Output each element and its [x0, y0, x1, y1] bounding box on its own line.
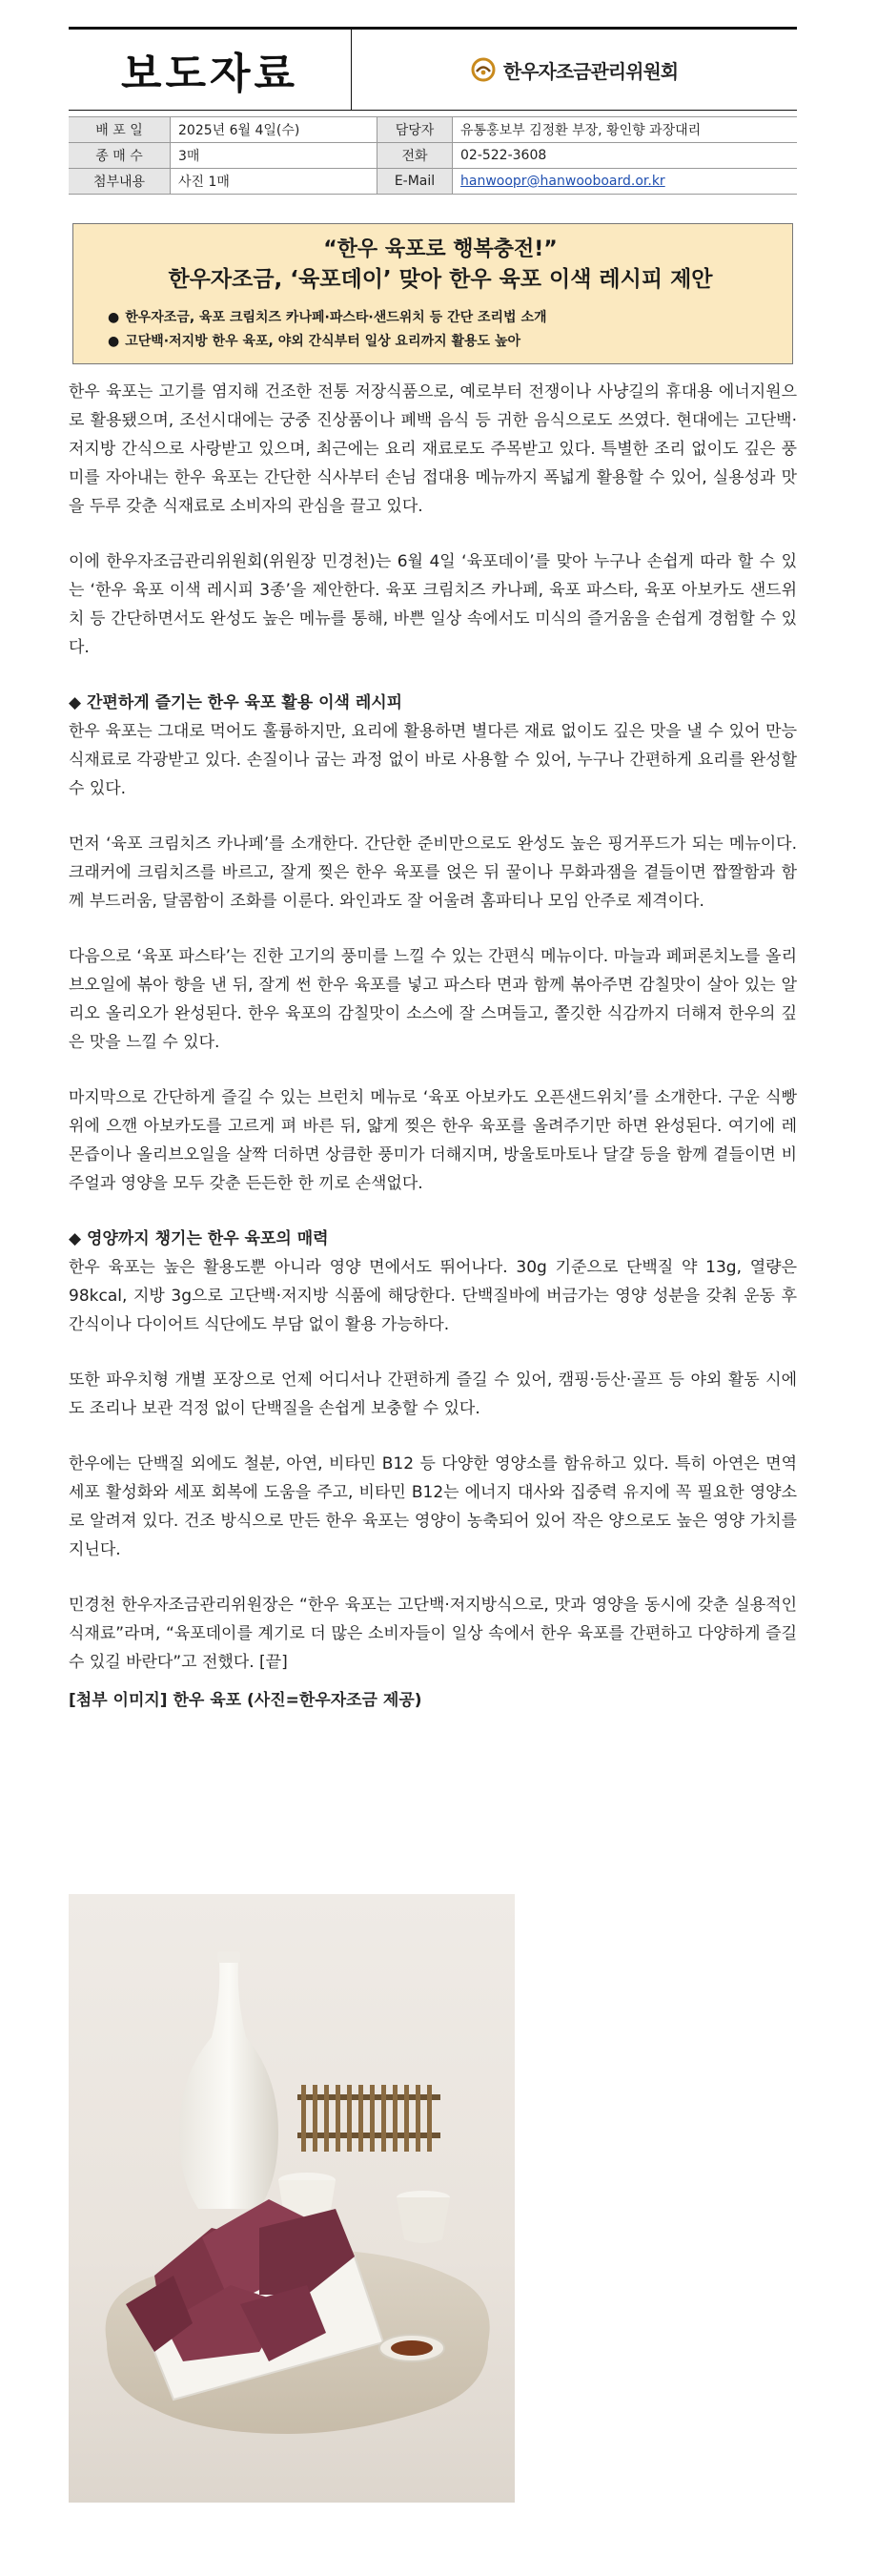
info-label: 전화	[377, 143, 453, 169]
headline-quote: “한우 육포로 행복충전!”	[323, 237, 558, 261]
headline-title: 한우자조금, ‘육포데이’ 맞아 한우 육포 이색 레시피 제안	[168, 267, 713, 292]
paragraph: 한우에는 단백질 외에도 철분, 아연, 비타민 B12 등 다양한 영양소를 함유하고 있다. 특히 아연은 면역세포 활성화와 세포 회복에 도움을 주고, 비타민 B12는 에너지 대사와 집중력 유지에 꼭 필요한 영양소로 알려져 있다. 건조 방식으로 만든 한우 육포는 영양이 농축되어 있어 작은 양으로도 높은 영양 가치를 지닌다.	[69, 1454, 797, 1559]
bamboo-stand	[297, 2085, 440, 2152]
info-label: 담당자	[377, 117, 453, 143]
paragraph: 마지막으로 간단하게 즐길 수 있는 브런치 메뉴로 ‘육포 아보카도 오픈샌드위치’를 소개한다. 구운 식빵 위에 으깬 아보카도를 고르게 펴 바른 뒤, 얇게 찢은 한우 육포를 올려주기만 하면 완성된다. 여기에 레몬즙이나 올리브오일을 살짝 더하면 상큼한 풍미가 더해지며, 방울토마토나 달걀 등을 함께 곁들이면 비주얼과 영양을 모두 갖춘 든든한 한 끼로 손색없다.	[69, 1088, 797, 1193]
paragraph: 먼저 ‘육포 크림치즈 카나페’를 소개한다. 간단한 준비만으로도 완성도 높은 핑거푸드가 되는 메뉴이다. 크래커에 크림치즈를 바르고, 잘게 찢은 한우 육포를 얹은 뒤 꿀이나 무화과잼을 곁들이면 짭짤함과 함께 부드러움, 달콤함이 조화를 이룬다. 와인과도 잘 어울려 홈파티나 모임 안주로 제격이다.	[69, 835, 797, 911]
info-row-date	[69, 117, 797, 143]
info-table	[69, 116, 797, 195]
info-label: 종 매 수	[69, 143, 171, 169]
attachment-caption: [첨부 이미지] 한우 육포 (사진=한우자조금 제공)	[69, 1691, 422, 1710]
info-value: 유통홍보부 김정환 부장, 황인향 과장대리	[453, 117, 798, 143]
jerky-photo-illustration	[69, 1894, 515, 2503]
section-heading: ◆ 간편하게 즐기는 한우 육포 활용 이색 레시피	[69, 693, 403, 712]
cup	[397, 2197, 450, 2243]
info-value: 02-522-3608	[453, 143, 798, 169]
bullet-icon: ●	[108, 334, 120, 349]
info-row-attachment	[69, 169, 797, 195]
organization-name: 한우자조금관리위원회	[502, 59, 679, 83]
hanwoo-jerky-photo	[69, 1894, 515, 2503]
info-value	[453, 169, 798, 195]
bullet-icon: ●	[108, 310, 120, 325]
info-value: 2025년 6월 4일(수)	[171, 117, 377, 143]
info-value: 3매	[171, 143, 377, 169]
document-title: 보도자료	[69, 30, 352, 110]
info-label: E-Mail	[377, 169, 453, 195]
paragraph: 또한 파우치형 개별 포장으로 언제 어디서나 간편하게 즐길 수 있어, 캠핑·등산·골프 등 야외 활동 시에도 조리나 보관 걱정 없이 단백질을 손쉽게 보충할 수 있다.	[69, 1370, 797, 1418]
info-value: 사진 1매	[171, 169, 377, 195]
header	[69, 27, 797, 111]
headline-bullet: ● 한우자조금, 육포 크림치즈 카나페·파스타·샌드위치 등 간단 조리법 소개	[108, 310, 547, 325]
paragraph: 이에 한우자조금관리위원회(위원장 민경천)는 6월 4일 ‘육포데이’를 맞아 누구나 손쉽게 따라 할 수 있는 ‘한우 육포 이색 레시피 3종’을 제안한다. 육포 크림치즈 카나페, 육포 파스타, 육포 아보카도 샌드위치 등 간단하면서도 완성도 높은 메뉴를 통해, 바쁜 일상 속에서도 미식의 즐거움을 손쉽게 경험할 수 있다.	[69, 552, 797, 657]
info-label: 배 포 일	[69, 117, 171, 143]
paragraph: 민경천 한우자조금관리위원장은 “한우 육포는 고단백·저지방식으로, 맛과 영양을 동시에 갖춘 실용적인 식재료”라며, “육포데이를 계기로 더 많은 소비자들이 일상 속에서 한우 육포를 간편하고 다양하게 즐길 수 있길 바란다”고 전했다. [끝]	[69, 1596, 797, 1672]
paragraph: 한우 육포는 그대로 먹어도 훌륭하지만, 요리에 활용하면 별다른 재료 없이도 깊은 맛을 낼 수 있어 만능 식재료로 각광받고 있다. 손질이나 굽는 과정 없이 바로 사용할 수 있어, 누구나 간편하게 요리를 완성할 수 있다.	[69, 722, 797, 798]
organization-logo	[352, 30, 797, 110]
hanwoo-logo-icon	[471, 57, 496, 82]
paragraph: 다음으로 ‘육포 파스타’는 진한 고기의 풍미를 느낄 수 있는 간편식 메뉴이다. 마늘과 페퍼론치노를 올리브오일에 볶아 향을 낸 뒤, 잘게 썬 한우 육포를 넣고 파스타 면과 함께 볶아주면 감칠맛이 살아 있는 알리오 올리오가 완성된다. 한우 육포의 감칠맛이 소스에 잘 스며들고, 쫄깃한 식감까지 더해져 한우의 깊은 맛을 느낄 수 있다.	[69, 947, 797, 1052]
email-link[interactable]: hanwoopr@hanwooboard.or.kr	[460, 174, 665, 189]
info-row-pages	[69, 143, 797, 169]
paragraph: 한우 육포는 높은 활용도뿐 아니라 영양 면에서도 뛰어나다. 30g 기준으로 단백질 약 13g, 열량은 98kcal, 지방 3g으로 고단백·저지방 식품에 해당한다. 단백질바에 버금가는 영양 성분을 갖춰 운동 후 간식이나 다이어트 식단에도 부담 없이 활용 가능하다.	[69, 1258, 797, 1334]
paragraph: 한우 육포는 고기를 염지해 건조한 전통 저장식품으로, 예로부터 전쟁이나 사냥길의 휴대용 에너지원으로 활용됐으며, 조선시대에는 궁중 진상품이나 폐백 음식 등 귀한 음식으로도 쓰였다. 현대에는 고단백·저지방 간식으로 사랑받고 있으며, 최근에는 요리 재료로도 주목받고 있다. 특별한 조리 없이도 깊은 풍미를 자아내는 한우 육포는 간단한 식사부터 손님 접대용 메뉴까지 폭넓게 활용할 수 있어, 실용성과 맛을 두루 갖춘 식재료로 소비자의 관심을 끌고 있다.	[69, 382, 797, 516]
section-heading: ◆ 영양까지 챙기는 한우 육포의 매력	[69, 1229, 329, 1248]
headline-box	[72, 223, 793, 364]
article-body	[69, 378, 797, 1715]
sake-bottle	[179, 1951, 278, 2209]
headline-bullet: ● 고단백·저지방 한우 육포, 야외 간식부터 일상 요리까지 활용도 높아	[108, 334, 520, 349]
press-release-page	[69, 27, 797, 1715]
info-label: 첨부내용	[69, 169, 171, 195]
